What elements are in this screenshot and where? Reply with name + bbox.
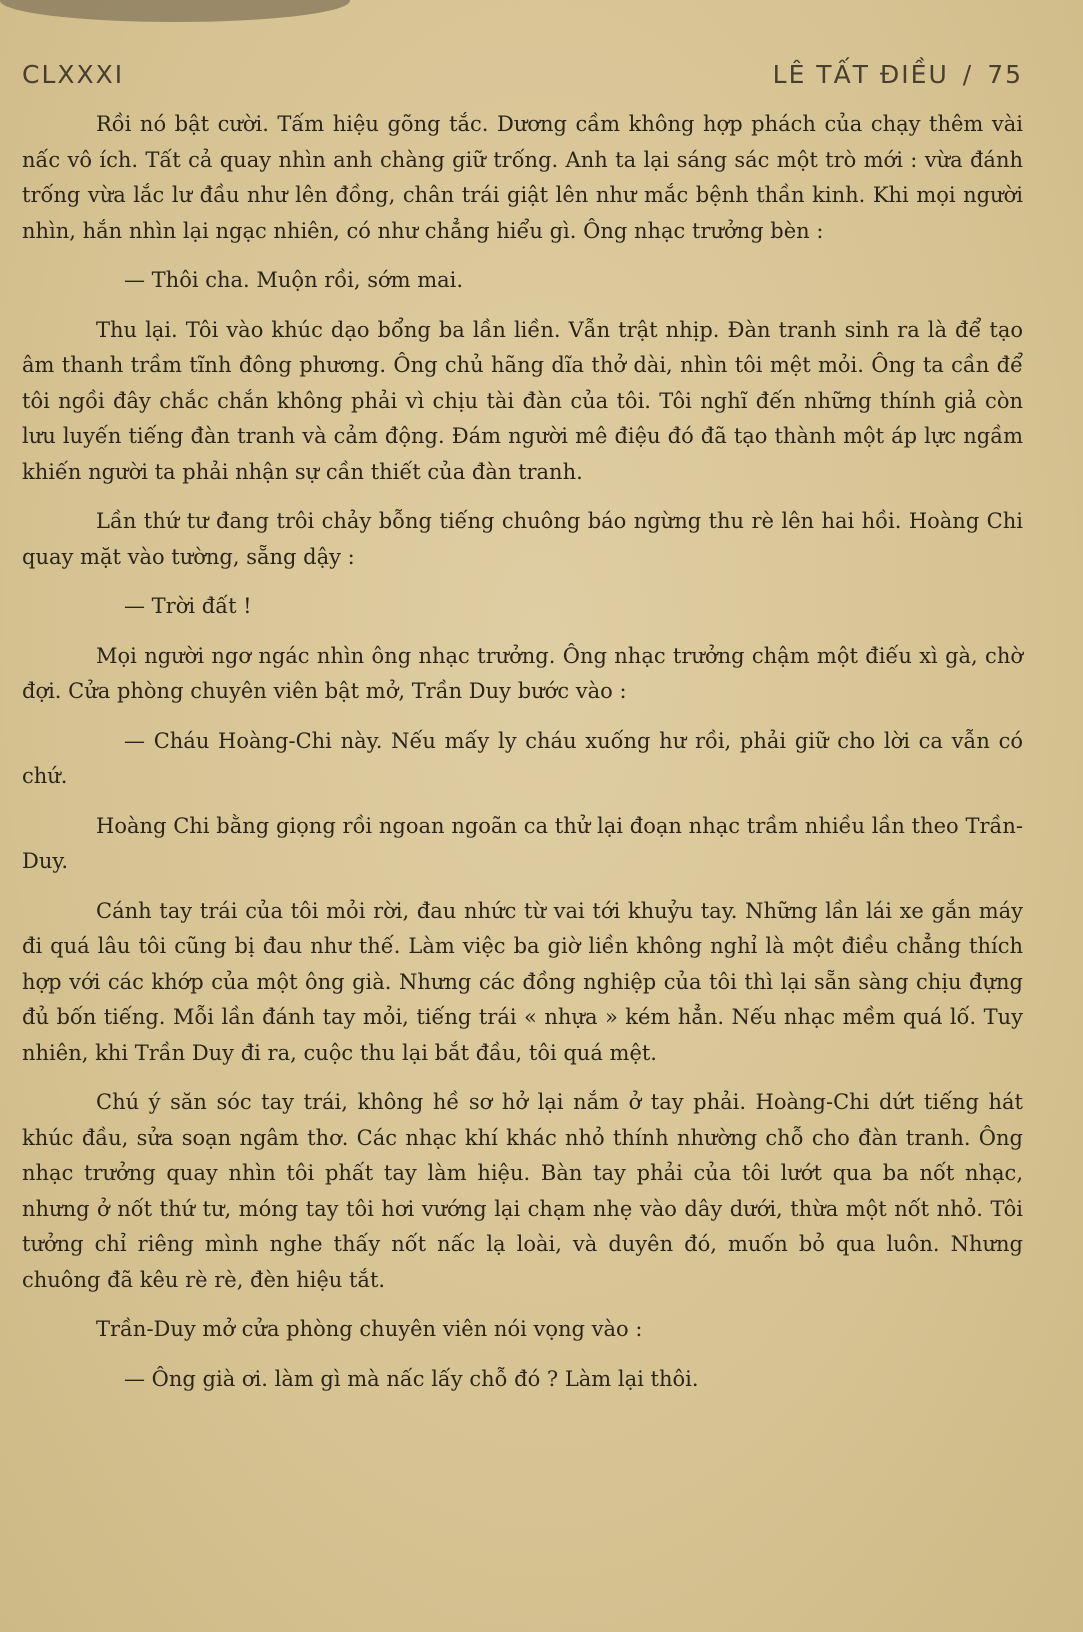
- dialogue-line: — Cháu Hoàng-Chi này. Nếu mấy ly cháu xuống hư rồi, phải giữ cho lời ca vẫn có chứ.: [22, 728, 1023, 788]
- page-body: [22, 107, 1023, 1397]
- header-right: [759, 60, 1023, 89]
- paragraph: Thu lại. Tôi vào khúc dạo bổng ba lần liền. Vẫn trật nhịp. Đàn tranh sinh ra là để tạo âm thanh trầm tĩnh đông phương. Ông chủ hãng dĩa thở dài, nhìn tôi mệt mỏi. Ông ta cần để tôi ngồi đây chắc chắn không phải vì chịu tài đàn của tôi. Tôi nghĩ đến những thính giả còn lưu luyến tiếng đàn tranh và cảm động. Đám người mê điệu đó đã tạo thành một áp lực ngầm khiến người ta phải nhận sự cần thiết của đàn tranh.: [22, 317, 1023, 484]
- header-title: LÊ TẤT ĐIỀU: [772, 60, 949, 89]
- header-separator: /: [962, 60, 974, 89]
- paragraph: Rồi nó bật cười. Tấm hiệu gõng tắc. Dương cầm không hợp phách của chạy thêm vài nấc vô ích. Tất cả quay nhìn anh chàng giữ trống. Anh ta lại sáng sác một trò mới : vừa đánh trống vừa lắc lư đầu như lên đồng, chân trái giật lên như mắc bệnh thần kinh. Khi mọi người nhìn, hắn nhìn lại ngạc nhiên, có như chẳng hiểu gì. Ông nhạc trưởng bèn :: [22, 112, 1023, 243]
- running-header: [22, 60, 1023, 89]
- page-stain: [0, 0, 350, 22]
- paragraph: Lần thứ tư đang trôi chảy bỗng tiếng chuông báo ngừng thu rè lên hai hồi. Hoàng Chi quay mặt vào tường, sẵng dậy :: [22, 509, 1023, 569]
- paragraph: Trần-Duy mở cửa phòng chuyên viên nói vọng vào :: [96, 1317, 643, 1341]
- header-left: CLXXXI: [22, 60, 125, 89]
- page-number: 75: [987, 60, 1023, 89]
- paragraph: Mọi người ngơ ngác nhìn ông nhạc trưởng. Ông nhạc trưởng chậm một điếu xì gà, chờ đợi. Cửa phòng chuyên viên bật mở, Trần Duy bước vào :: [22, 643, 1023, 703]
- paragraph: Chú ý săn sóc tay trái, không hề sơ hở lại nắm ở tay phải. Hoàng-Chi dứt tiếng hát khúc đầu, sửa soạn ngâm thơ. Các nhạc khí khác nhỏ thính nhường chỗ cho đàn tranh. Ông nhạc trưởng quay nhìn tôi phất tay làm hiệu. Bàn tay phải của tôi lướt qua ba nốt nhạc, nhưng ở nốt thứ tư, móng tay tôi hơi vướng lại chạm nhẹ vào dây dưới, thừa một nốt nhỏ. Tôi tưởng chỉ riêng mình nghe thấy nốt nấc lạ loài, và duyên đó, muốn bỏ qua luôn. Nhưng chuông đã kêu rè rè, đèn hiệu tắt.: [22, 1090, 1023, 1292]
- paragraph: Hoàng Chi bằng giọng rồi ngoan ngoãn ca thử lại đoạn nhạc trầm nhiều lần theo Trần-Duy.: [22, 813, 1023, 873]
- dialogue-line: — Ông già ơi. làm gì mà nấc lấy chỗ đó ? Làm lại thôi.: [124, 1366, 699, 1391]
- dialogue-line: — Trời đất !: [124, 594, 252, 618]
- dialogue-line: — Thôi cha. Muộn rồi, sớm mai.: [124, 268, 464, 292]
- paragraph: Cánh tay trái của tôi mỏi rời, đau nhức từ vai tới khuỷu tay. Những lần lái xe gắn máy đi quá lâu tôi cũng bị đau như thế. Làm việc ba giờ liền không nghỉ là một điều chẳng thích hợp với các khớp của một ông già. Nhưng các đồng nghiệp của tôi thì lại sẵn sàng chịu đựng đủ bốn tiếng. Mỗi lần đánh tay mỏi, tiếng trái « nhựa » kém hẳn. Nếu nhạc mềm quá lố. Tuy nhiên, khi Trần Duy đi ra, cuộc thu lại bắt đầu, tôi quá mệt.: [22, 898, 1023, 1065]
